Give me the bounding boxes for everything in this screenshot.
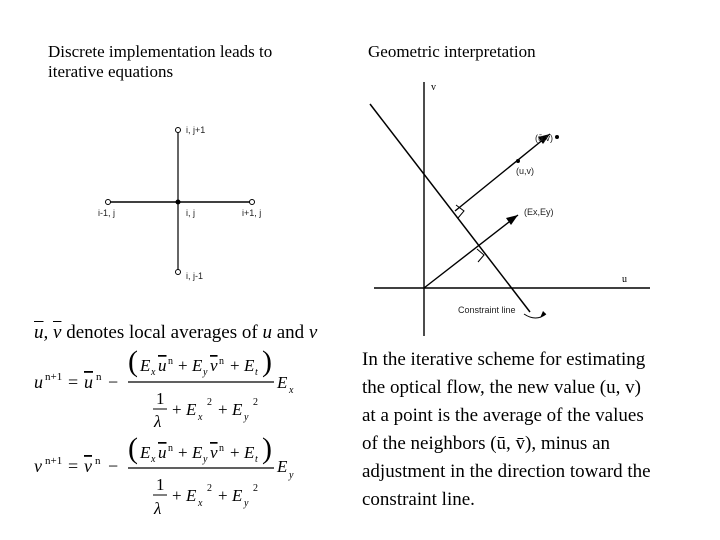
svg-text:v: v <box>210 443 218 462</box>
svg-text:E: E <box>232 400 243 419</box>
point-uv-bar <box>555 135 559 139</box>
svg-text:n: n <box>168 356 173 367</box>
geometric-explanation <box>362 346 692 514</box>
explanation-line: constraint line. <box>362 489 475 510</box>
svg-text:+: + <box>218 400 228 419</box>
u-axis-label: u <box>622 274 627 285</box>
svg-text:y: y <box>289 470 294 481</box>
svg-text:E: E <box>192 356 203 375</box>
averages-symbols: $\overline{u}$, $\overline{v}$ <box>34 322 62 343</box>
svg-text:t: t <box>255 454 258 465</box>
svg-text:+: + <box>172 400 182 419</box>
svg-text:): ) <box>262 432 272 465</box>
averages-text: denotes local averages of <box>66 322 258 343</box>
svg-text:n+1: n+1 <box>45 455 63 467</box>
geometric-diagram <box>360 78 660 340</box>
svg-text:n: n <box>96 371 102 383</box>
svg-text:u: u <box>84 372 93 392</box>
right-heading: Geometric interpretation <box>368 42 536 61</box>
svg-text:+: + <box>218 486 228 505</box>
svg-text:+: + <box>172 486 182 505</box>
svg-text:x: x <box>151 454 156 465</box>
averages-v: v <box>308 322 318 343</box>
svg-text:v: v <box>34 456 42 476</box>
svg-text:y: y <box>203 454 208 465</box>
svg-text:x: x <box>198 412 203 423</box>
svg-text:−: − <box>108 456 119 476</box>
svg-text:E: E <box>232 486 243 505</box>
stencil-label-center: i, j <box>186 208 195 218</box>
stencil-node-top <box>176 128 181 133</box>
stencil-label-bottom: i, j-1 <box>186 271 204 281</box>
svg-text:y: y <box>203 367 208 378</box>
svg-text:2: 2 <box>253 397 258 408</box>
stencil-label-left: i-1, j <box>98 208 116 218</box>
v-axis-label: v <box>431 82 436 93</box>
stencil-node-bottom <box>176 270 181 275</box>
lambda-u: λ <box>154 412 162 431</box>
svg-text:1: 1 <box>156 389 165 408</box>
svg-text:(: ( <box>128 432 138 465</box>
svg-text:E: E <box>277 373 288 392</box>
svg-text:2: 2 <box>207 483 212 494</box>
equation-v <box>34 432 324 524</box>
svg-text:+: + <box>178 356 188 375</box>
svg-text:v: v <box>84 456 92 476</box>
label-constraint-line: Constraint line <box>458 305 516 315</box>
label-uv: (u,v) <box>516 166 534 176</box>
explanation-line: the optical flow, the new value (u, v) <box>362 377 641 398</box>
svg-text:x: x <box>198 498 203 509</box>
label-exey: (Ex,Ey) <box>524 207 554 217</box>
svg-text:x: x <box>151 367 156 378</box>
svg-text:−: − <box>108 372 119 392</box>
svg-text:): ) <box>262 345 272 378</box>
svg-text:E: E <box>186 486 197 505</box>
svg-text:n: n <box>168 443 173 454</box>
svg-text:u: u <box>158 443 167 462</box>
stencil-node-center <box>176 200 181 205</box>
left-heading-line2: iterative equations <box>48 62 174 81</box>
svg-text:n+1: n+1 <box>45 371 63 383</box>
constraint-line <box>370 104 530 312</box>
explanation-line: adjustment in the direction toward the <box>362 461 651 482</box>
svg-text:v: v <box>210 356 218 375</box>
svg-text:E: E <box>186 400 197 419</box>
left-heading-line1: Discrete implementation leads to <box>48 42 273 61</box>
svg-text:E: E <box>244 443 255 462</box>
svg-text:2: 2 <box>207 397 212 408</box>
svg-text:E: E <box>140 356 151 375</box>
svg-text:n: n <box>219 356 224 367</box>
svg-text:2: 2 <box>253 483 258 494</box>
lambda-v: λ <box>154 499 162 518</box>
svg-text:1: 1 <box>156 475 165 494</box>
label-uv-bar: (ū,v̄) <box>535 133 553 143</box>
stencil-label-top: i, j+1 <box>186 125 206 135</box>
constraint-pointer-arrowhead <box>540 311 546 318</box>
averages-u: u <box>262 322 272 343</box>
stencil-node-left <box>106 200 111 205</box>
explanation-line: of the neighbors (ū, v̄), minus an <box>362 433 611 454</box>
svg-text:E: E <box>192 443 203 462</box>
averages-and: and <box>276 322 305 343</box>
stencil-node-right <box>250 200 255 205</box>
svg-text:u: u <box>34 372 43 392</box>
point-uv <box>516 159 520 163</box>
averages-statement <box>34 322 317 344</box>
svg-text:y: y <box>244 412 249 423</box>
svg-text:=: = <box>68 456 79 476</box>
svg-text:y: y <box>244 498 249 509</box>
equation-u <box>34 345 324 435</box>
svg-text:n: n <box>219 443 224 454</box>
svg-text:+: + <box>230 443 240 462</box>
svg-text:t: t <box>255 367 258 378</box>
svg-text:+: + <box>178 443 188 462</box>
svg-text:x: x <box>289 385 294 396</box>
svg-text:E: E <box>277 457 288 476</box>
explanation-line: at a point is the average of the values <box>362 405 644 426</box>
vector-average <box>455 134 550 211</box>
svg-text:u: u <box>158 356 167 375</box>
stencil-label-right: i+1, j <box>242 208 262 218</box>
svg-text:E: E <box>244 356 255 375</box>
svg-text:E: E <box>140 443 151 462</box>
left-heading <box>48 42 348 82</box>
stencil-diagram <box>90 115 290 290</box>
svg-text:n: n <box>95 455 101 467</box>
svg-text:=: = <box>68 372 79 392</box>
explanation-line: In the iterative scheme for estimating <box>362 349 646 370</box>
svg-text:(: ( <box>128 345 138 378</box>
svg-text:+: + <box>230 356 240 375</box>
